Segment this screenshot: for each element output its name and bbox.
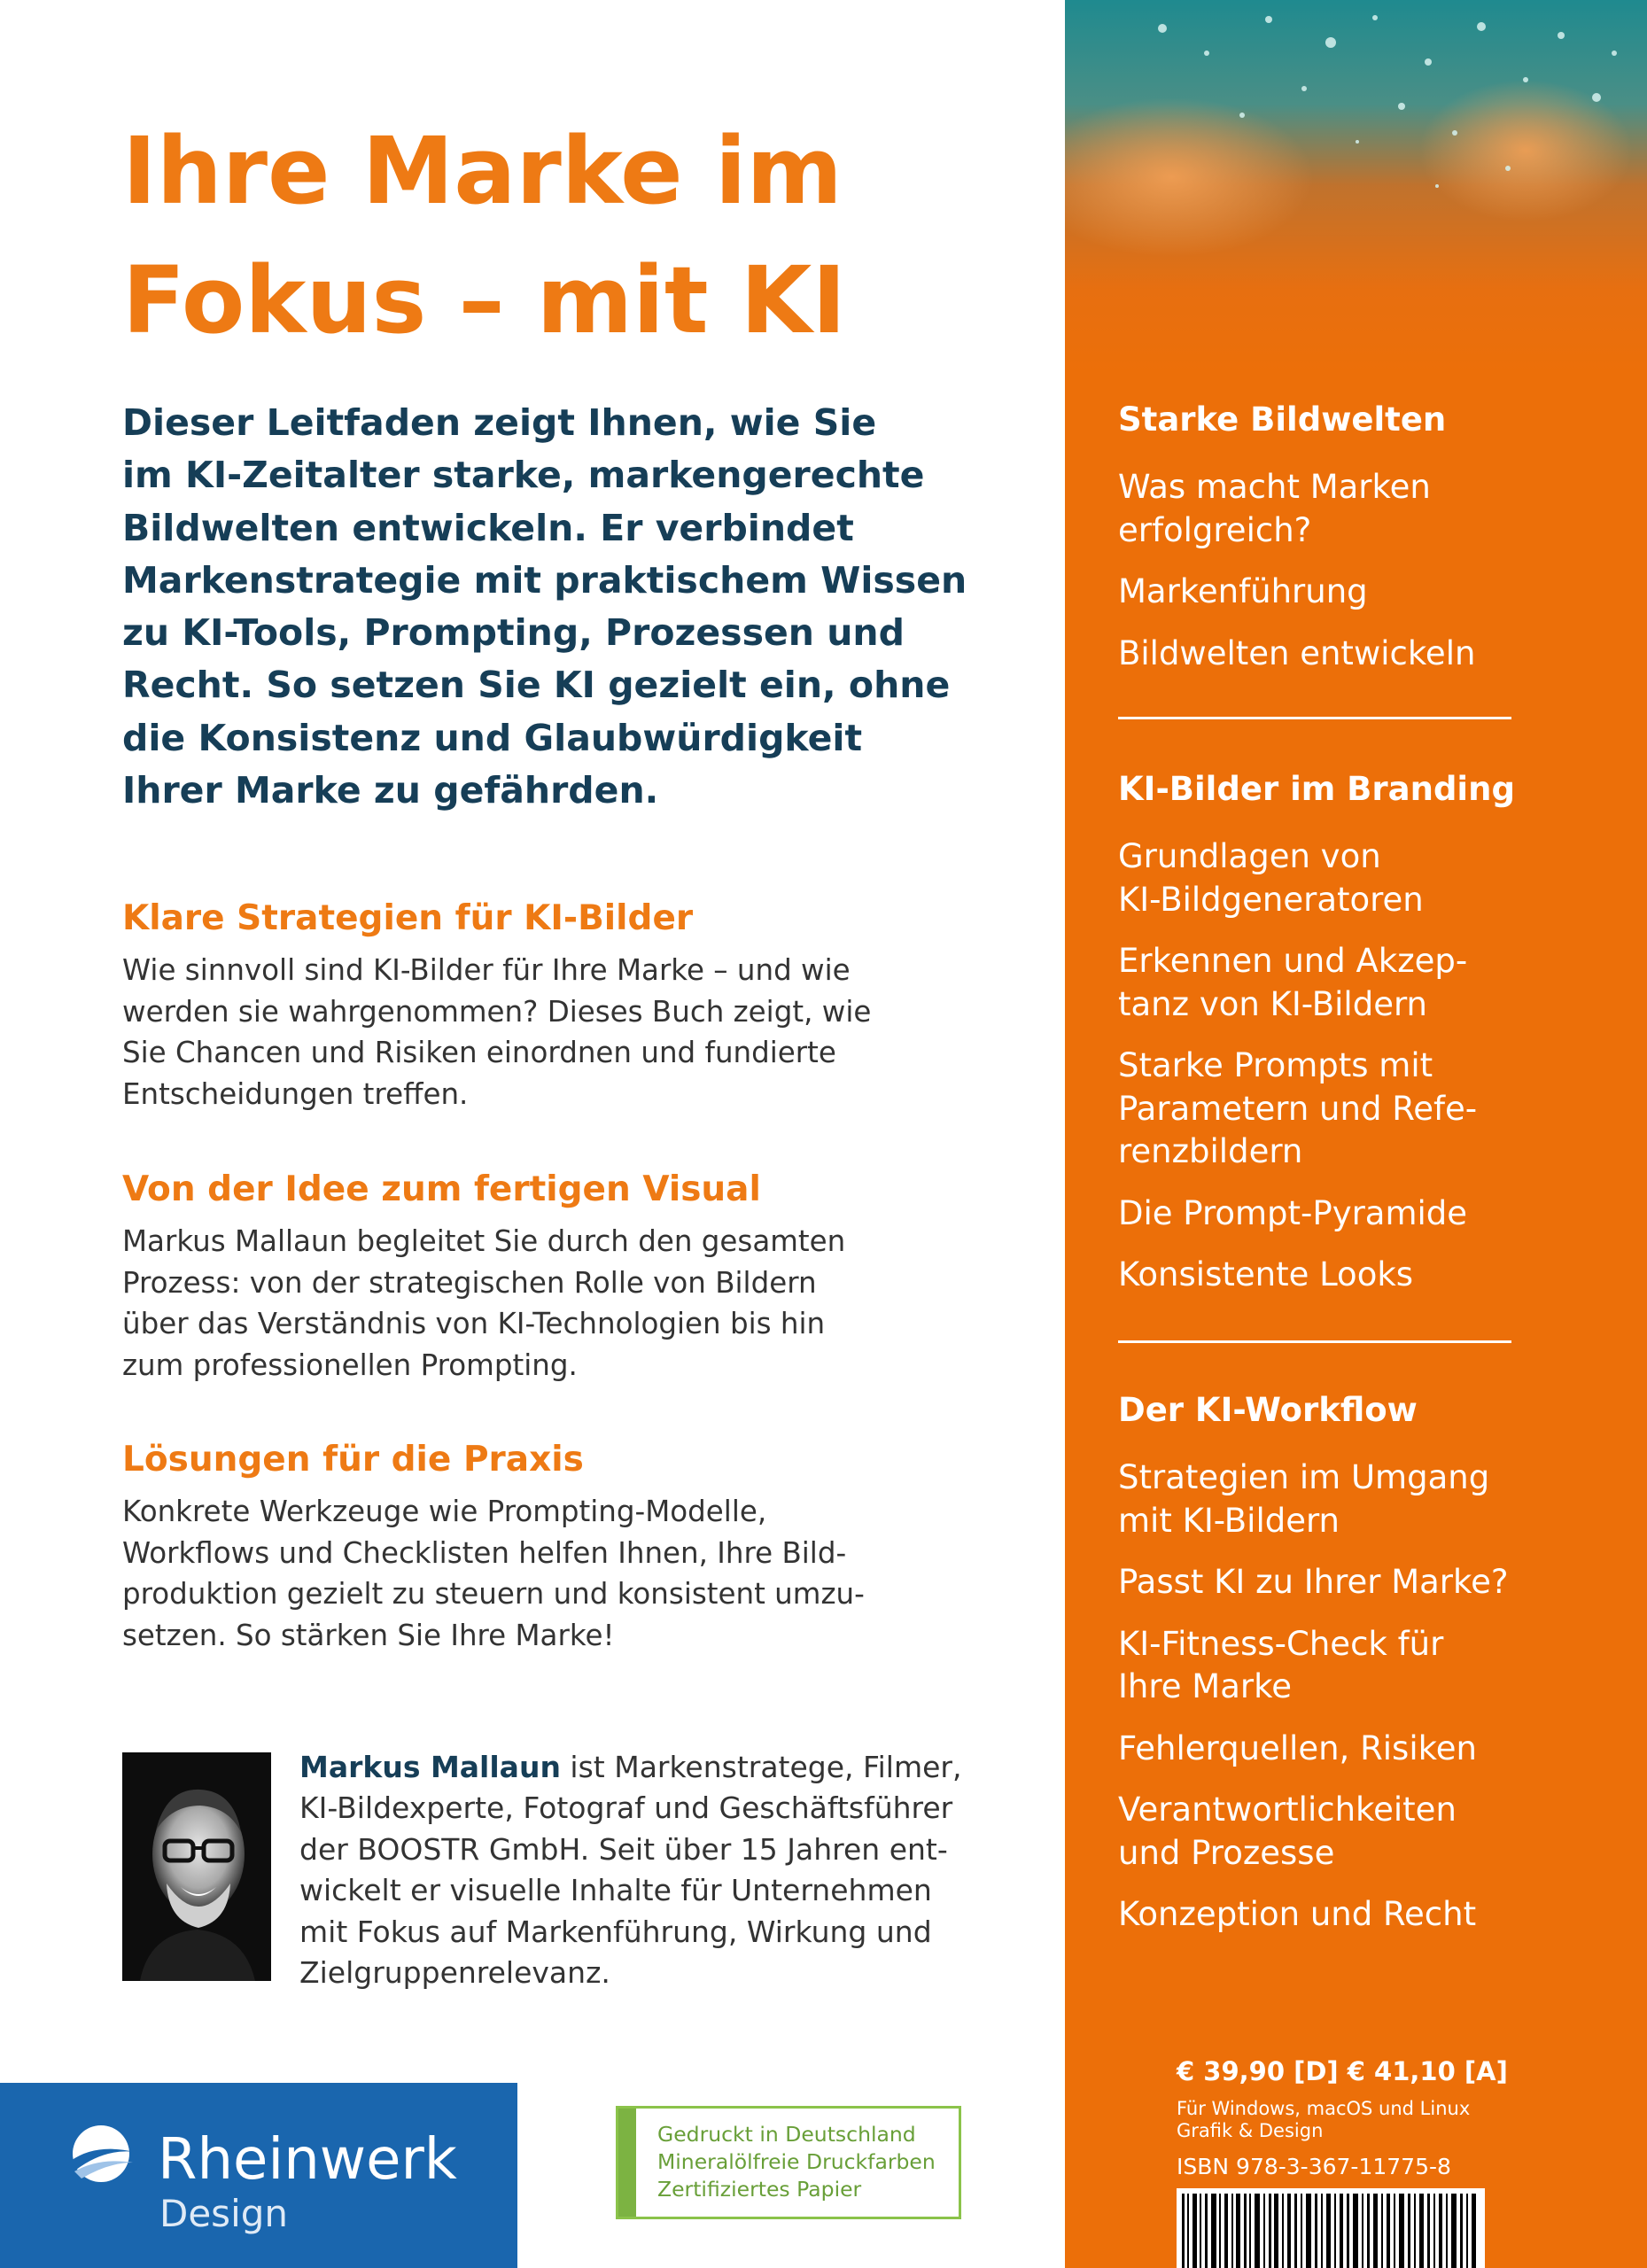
intro-line: im KI-Zeitalter starke, markengerechte xyxy=(122,454,925,497)
section-strategies xyxy=(122,895,1017,1115)
intro-line: Bildwelten entwickeln. Er verbindet xyxy=(122,506,854,549)
toc-item-line: erfolgreich? xyxy=(1118,510,1312,549)
toc-item-line: Passt KI zu Ihrer Marke? xyxy=(1118,1563,1509,1601)
section-body xyxy=(122,1491,1017,1656)
toc-item xyxy=(1118,571,1614,614)
toc-item-line: Parametern und Refe- xyxy=(1118,1089,1478,1128)
title-line-2: Fokus – mit KI xyxy=(122,246,847,354)
eco-line: Mineralölfreie Druckfarben xyxy=(657,2149,936,2174)
author-bio-line: mit Fokus auf Markenführung, Wirkung und xyxy=(299,1914,932,1949)
intro-line: Ihrer Marke zu gefährden. xyxy=(122,769,659,812)
toc-item-line: tanz von KI-Bildern xyxy=(1118,984,1427,1023)
toc-heading: Der KI-Workflow xyxy=(1118,1391,1418,1429)
toc-item-line: Bildwelten entwickeln xyxy=(1118,633,1476,672)
author-bio-line: KI-Bildexperte, Fotograf und Geschäftsführer xyxy=(299,1790,953,1826)
eco-line: Zertifiziertes Papier xyxy=(657,2177,862,2202)
section-line: Markus Mallaun begleitet Sie durch den gesamten xyxy=(122,1224,846,1258)
intro-line: zu KI-Tools, Prompting, Prozessen und xyxy=(122,611,905,655)
toc-item xyxy=(1118,835,1614,921)
toc-item-line: Ihre Marke xyxy=(1118,1667,1292,1705)
price: € 39,90 [D] € 41,10 [A] xyxy=(1177,2056,1508,2086)
section-line: setzen. So stärken Sie Ihre Marke! xyxy=(122,1618,615,1652)
toc-item xyxy=(1118,1456,1614,1542)
toc-item-line: renzbildern xyxy=(1118,1132,1303,1170)
toc-panel xyxy=(1065,0,1647,2268)
section-heading: Klare Strategien für KI-Bilder xyxy=(122,898,694,938)
book-title xyxy=(122,106,1008,365)
toc-item xyxy=(1118,1789,1614,1875)
toc-divider xyxy=(1118,1340,1511,1343)
toc-item-line: Starke Prompts mit xyxy=(1118,1046,1433,1084)
toc-item xyxy=(1118,1728,1614,1771)
toc-item xyxy=(1118,466,1614,552)
platform-line: Grafik & Design xyxy=(1177,2120,1324,2141)
toc-heading: Starke Bildwelten xyxy=(1118,400,1447,439)
toc-item xyxy=(1118,633,1614,676)
platform-info xyxy=(1177,2098,1470,2142)
section-heading: Von der Idee zum fertigen Visual xyxy=(122,1169,761,1209)
intro-line: Recht. So setzen Sie KI gezielt ein, ohne xyxy=(122,664,951,707)
section-practice xyxy=(122,1436,1017,1656)
section-line: zum professionellen Prompting. xyxy=(122,1348,578,1382)
section-line: Sie Chancen und Risiken einordnen und fundierte xyxy=(122,1036,836,1069)
toc-item xyxy=(1118,1192,1614,1236)
toc-item-line: Grundlagen von xyxy=(1118,837,1381,875)
author-portrait-icon xyxy=(122,1752,271,1981)
section-body xyxy=(122,950,1017,1115)
toc-item-line: Markenführung xyxy=(1118,572,1368,610)
toc-item-line: Erkennen und Akzep- xyxy=(1118,942,1468,980)
publisher-sub: Design xyxy=(159,2192,289,2235)
section-line: werden sie wahrgenommen? Dieses Buch zeigt, wie xyxy=(122,994,872,1029)
platform-line: Für Windows, macOS und Linux xyxy=(1177,2098,1471,2119)
intro-line: Dieser Leitfaden zeigt Ihnen, wie Sie xyxy=(122,401,877,444)
toc-section-bildwelten xyxy=(1118,397,1614,675)
author-bio-line: der BOOSTR GmbH. Seit über 15 Jahren ent- xyxy=(299,1831,948,1867)
toc-divider xyxy=(1118,717,1511,719)
section-line: Konkrete Werkzeuge wie Prompting-Modelle, xyxy=(122,1495,767,1528)
section-line: Entscheidungen treffen. xyxy=(122,1076,469,1111)
toc-item-line: Verantwortlichkeiten xyxy=(1118,1790,1457,1829)
toc-item xyxy=(1118,1561,1614,1604)
section-line: Wie sinnvoll sind KI-Bilder für Ihre Marke – und wie xyxy=(122,953,851,987)
author-name: Markus Mallaun xyxy=(299,1750,561,1784)
section-body xyxy=(122,1221,1017,1386)
eco-bar xyxy=(618,2109,636,2217)
author-bio-first-rest: ist Markenstratege, Filmer, xyxy=(560,1750,962,1784)
bokeh-photo-icon xyxy=(1065,0,1647,372)
author-bio-line xyxy=(299,1747,1026,1788)
toc-item xyxy=(1118,1254,1614,1297)
section-line: produktion gezielt zu steuern und konsistent umzu- xyxy=(122,1577,865,1611)
toc-heading: KI-Bilder im Branding xyxy=(1118,770,1515,808)
toc-item-line: Strategien im Umgang xyxy=(1118,1458,1490,1496)
toc-section-branding xyxy=(1118,766,1614,1297)
toc-item-line: Konsistente Looks xyxy=(1118,1255,1414,1293)
title-line-1: Ihre Marke im xyxy=(122,117,843,225)
eco-label xyxy=(616,2106,961,2219)
toc-item-line: Die Prompt-Pyramide xyxy=(1118,1193,1468,1232)
section-heading: Lösungen für die Praxis xyxy=(122,1440,584,1480)
rheinwerk-swoosh-icon xyxy=(69,2122,136,2186)
toc-item-line: Was macht Marken xyxy=(1118,468,1431,506)
section-line: Prozess: von der strategischen Rolle von Bildern xyxy=(122,1265,817,1300)
author-bio xyxy=(299,1747,1026,1993)
section-line: Workflows und Checklisten helfen Ihnen, Ihre Bild- xyxy=(122,1535,847,1570)
publisher-name: Rheinwerk xyxy=(158,2127,457,2193)
toc-item xyxy=(1118,940,1614,1026)
author-bio-line: wickelt er visuelle Inhalte für Unternehmen xyxy=(299,1873,932,1908)
toc-item xyxy=(1118,1045,1614,1174)
eco-text xyxy=(657,2121,936,2203)
toc-section-workflow xyxy=(1118,1387,1614,1937)
toc-item xyxy=(1118,1893,1614,1937)
toc-item-line: KI-Fitness-Check für xyxy=(1118,1624,1444,1663)
intro-line: Markenstrategie mit praktischem Wissen xyxy=(122,558,967,602)
toc-item-line: Fehlerquellen, Risiken xyxy=(1118,1728,1477,1767)
toc-item-line: und Prozesse xyxy=(1118,1833,1335,1872)
toc-item-line: Konzeption und Recht xyxy=(1118,1895,1477,1933)
toc-item-line: mit KI-Bildern xyxy=(1118,1501,1340,1540)
toc-item-line: KI-Bildgeneratoren xyxy=(1118,880,1424,919)
eco-line: Gedruckt in Deutschland xyxy=(657,2122,916,2147)
author-photo xyxy=(122,1752,271,1981)
barcode xyxy=(1177,2188,1485,2268)
intro-paragraph xyxy=(122,397,1017,817)
toc-item xyxy=(1118,1623,1614,1709)
section-line: über das Verständnis von KI-Technologien bis hin xyxy=(122,1307,826,1340)
author-bio-line: Zielgruppenrelevanz. xyxy=(299,1955,610,1991)
section-idea-to-visual xyxy=(122,1166,1017,1386)
barcode-icon xyxy=(1177,2188,1485,2268)
publisher-logo xyxy=(0,2083,517,2268)
isbn: ISBN 978-3-367-11775-8 xyxy=(1177,2154,1451,2179)
intro-line: die Konsistenz und Glaubwürdigkeit xyxy=(122,716,863,759)
